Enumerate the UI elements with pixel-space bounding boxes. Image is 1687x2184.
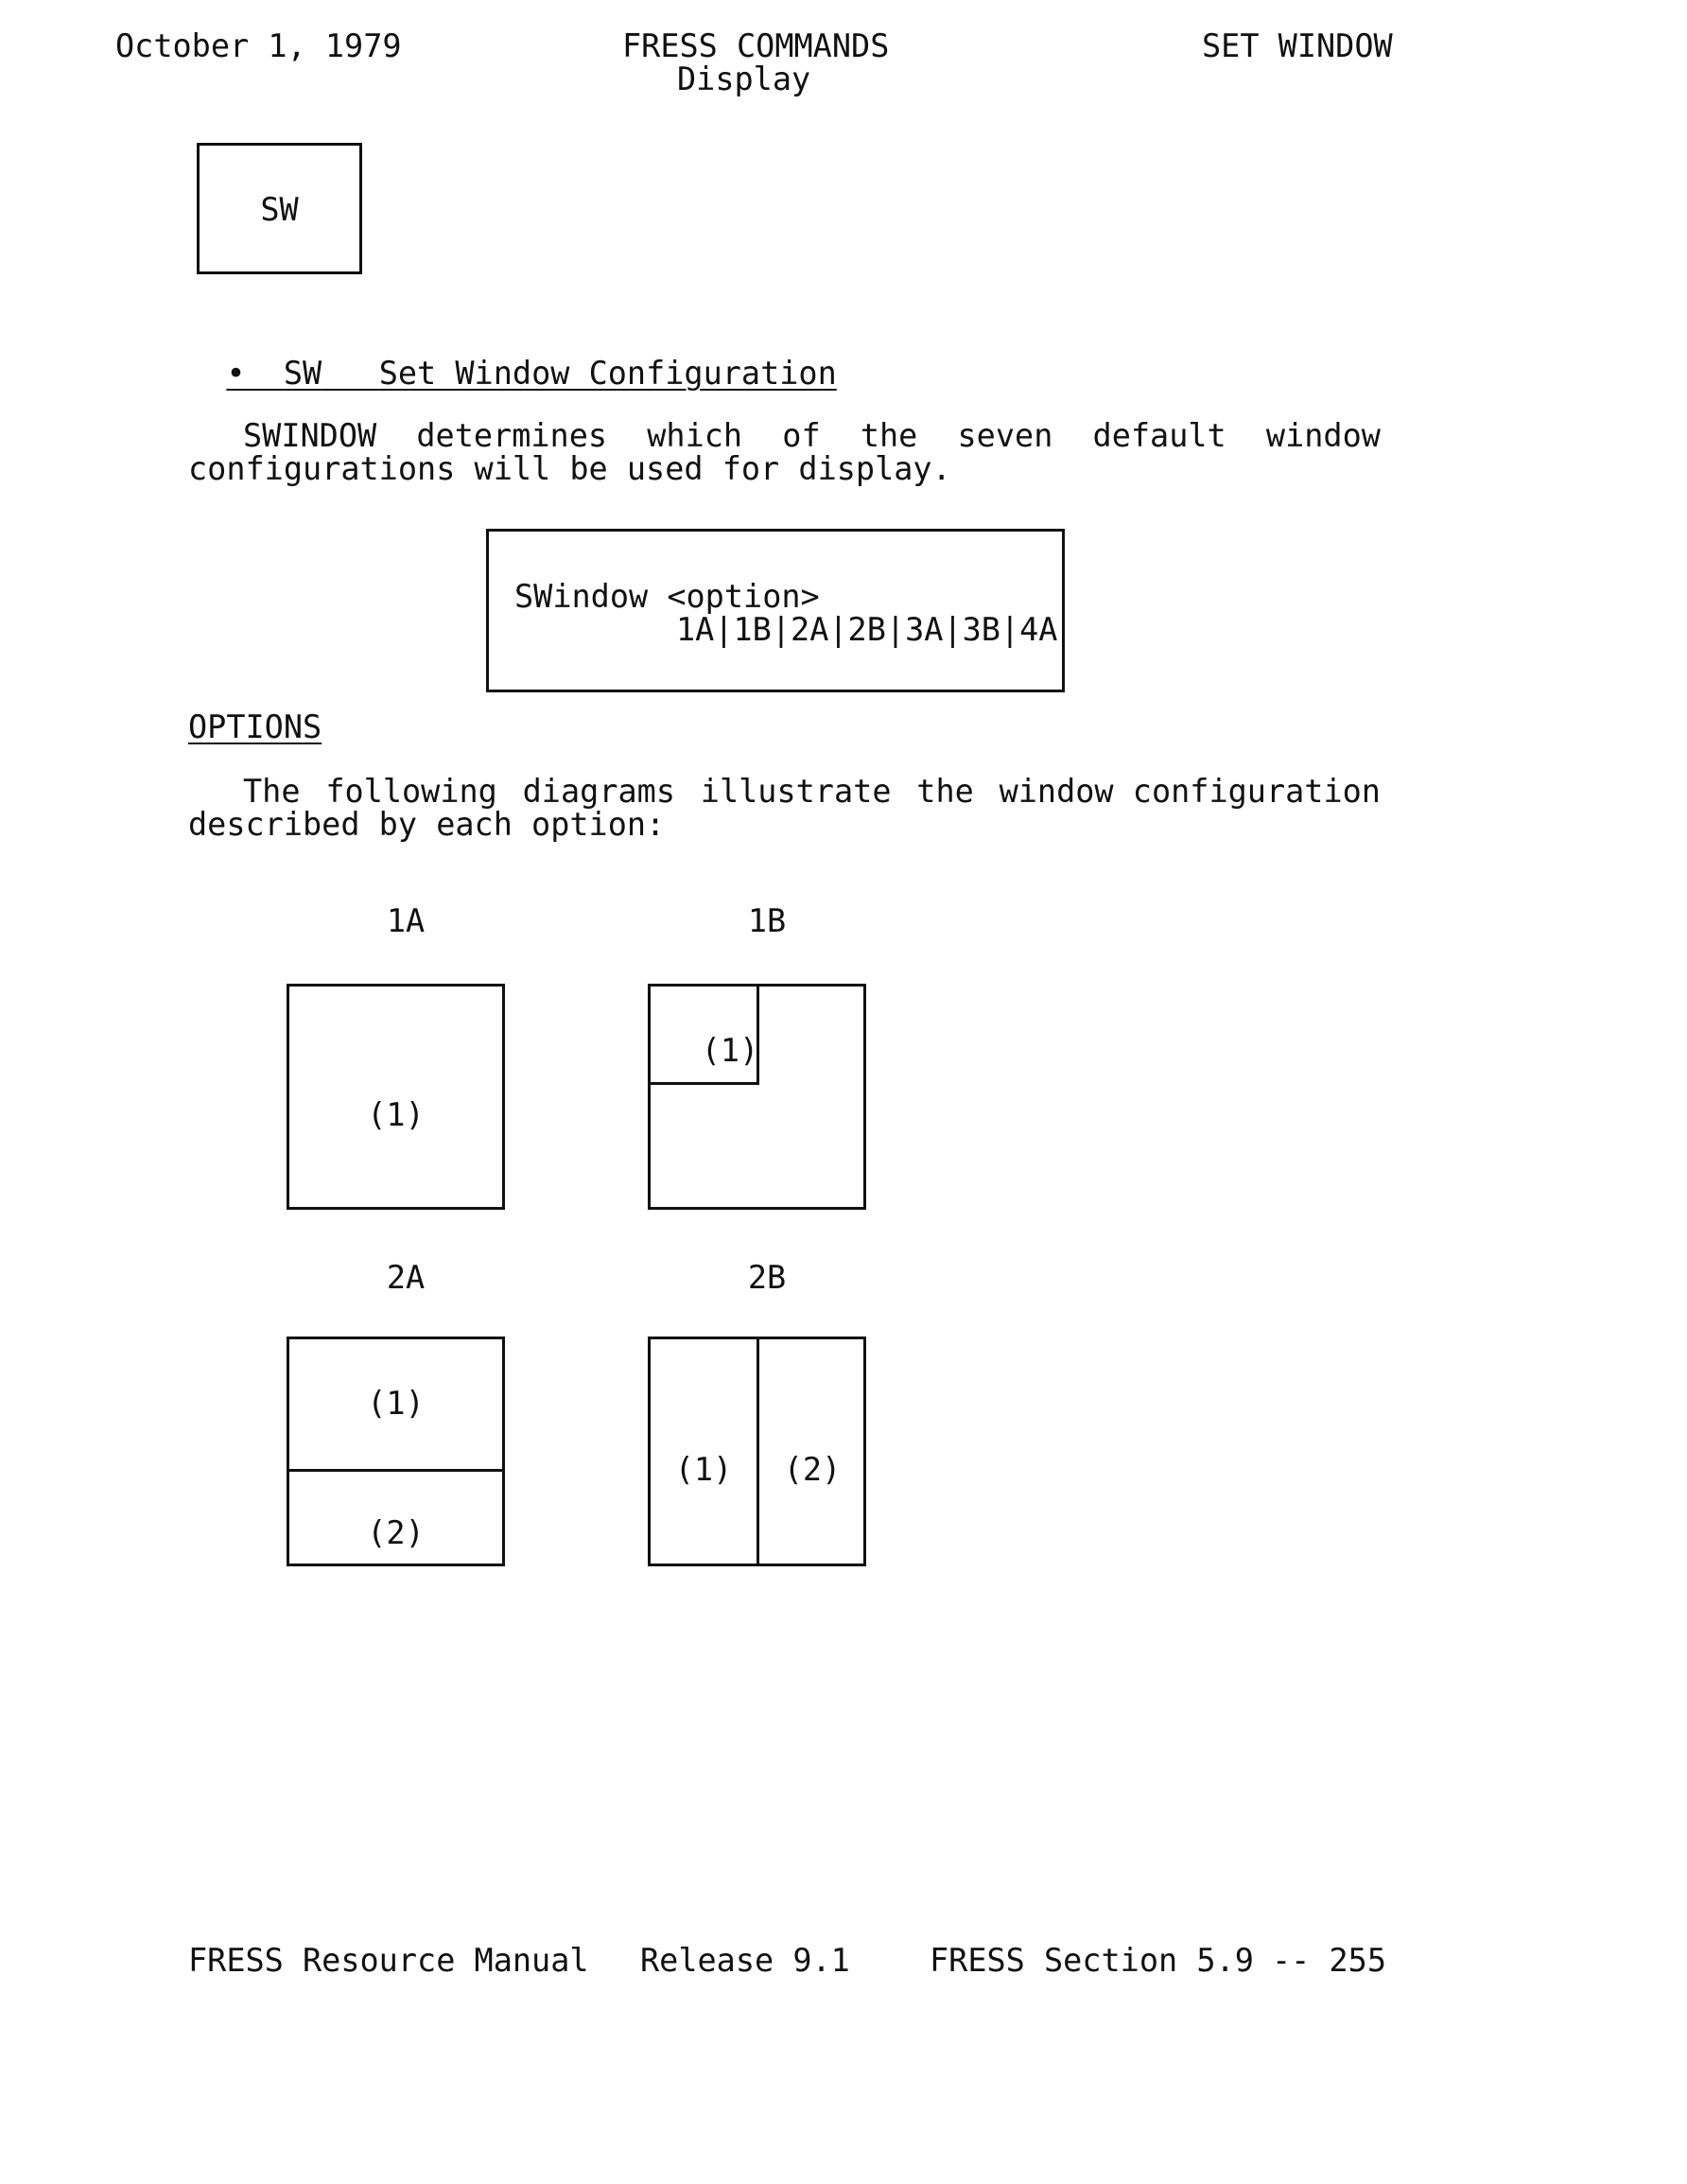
options-heading: OPTIONS (188, 708, 322, 745)
command-abbrev: SW (260, 191, 299, 228)
command-heading (188, 323, 837, 390)
options-intro-word: diagrams (522, 773, 675, 810)
option: 2A (791, 611, 829, 648)
options-intro-line-1 (243, 775, 1381, 808)
intro-word: SWINDOW (243, 417, 377, 454)
window-divider (651, 1082, 759, 1085)
window-1: (1) (701, 1032, 759, 1069)
window-1: (1) (674, 1451, 733, 1488)
intro-line-1 (243, 419, 1381, 452)
footer-section: FRESS Section 5.9 (930, 1942, 1254, 1979)
window-1: (1) (367, 1096, 425, 1133)
window-divider (289, 1469, 502, 1472)
header-date: October 1, 1979 (115, 27, 402, 64)
intro-word: the (860, 417, 918, 454)
option: 4A (1019, 611, 1058, 648)
heading-text: Set Window Configuration (378, 355, 837, 392)
intro-line-2: configurations will be used for display. (188, 450, 951, 487)
option: 3B (962, 611, 1000, 648)
options-intro-word: the (916, 773, 974, 810)
syntax-box (486, 529, 1065, 692)
intro-word: which (647, 417, 743, 454)
window-2: (2) (783, 1451, 842, 1488)
options-intro-word: The (243, 773, 301, 810)
intro-word: seven (957, 417, 1053, 454)
footer-page: -- 255 (1272, 1942, 1387, 1979)
heading-abbrev: SW (283, 355, 322, 392)
footer-release: Release 9.1 (640, 1942, 850, 1979)
options-intro-line-2: described by each option: (188, 806, 666, 843)
footer-manual: FRESS Resource Manual (188, 1942, 589, 1979)
intro-word: of (782, 417, 821, 454)
diagram-1b (648, 984, 866, 1210)
options-intro-word: window configuration (999, 773, 1381, 810)
diagram-1a (287, 984, 505, 1210)
option: 2B (847, 611, 886, 648)
diagram-2b (648, 1337, 866, 1566)
window-1: (1) (367, 1385, 425, 1422)
diagram-1b-label: 1B (747, 902, 787, 939)
option: 1B (733, 611, 772, 648)
diagram-1a-label: 1A (386, 902, 426, 939)
intro-word: determines (416, 417, 608, 454)
options-intro-word: illustrate (700, 773, 892, 810)
syntax-line: SWindow <option> (514, 578, 820, 615)
diagram-2b-label: 2B (747, 1259, 787, 1296)
intro-word: default (1092, 417, 1226, 454)
option: 3A (905, 611, 944, 648)
command-abbrev-box (197, 143, 362, 274)
syntax-options: 1A|1B|2A|2B|3A|3B|4A (676, 611, 1058, 648)
header-subtitle: Display (677, 61, 811, 97)
header-title: FRESS COMMANDS (622, 27, 890, 64)
window-2: (2) (367, 1514, 425, 1551)
header-section-name: SET WINDOW (1202, 27, 1393, 64)
window-divider (757, 1339, 759, 1564)
heading-bullet: • (226, 355, 246, 392)
diagram-2a (287, 1337, 505, 1566)
option: 1A (676, 611, 715, 648)
diagram-2a-label: 2A (386, 1259, 426, 1296)
intro-word: window (1265, 417, 1381, 454)
options-intro-word: following (325, 773, 497, 810)
